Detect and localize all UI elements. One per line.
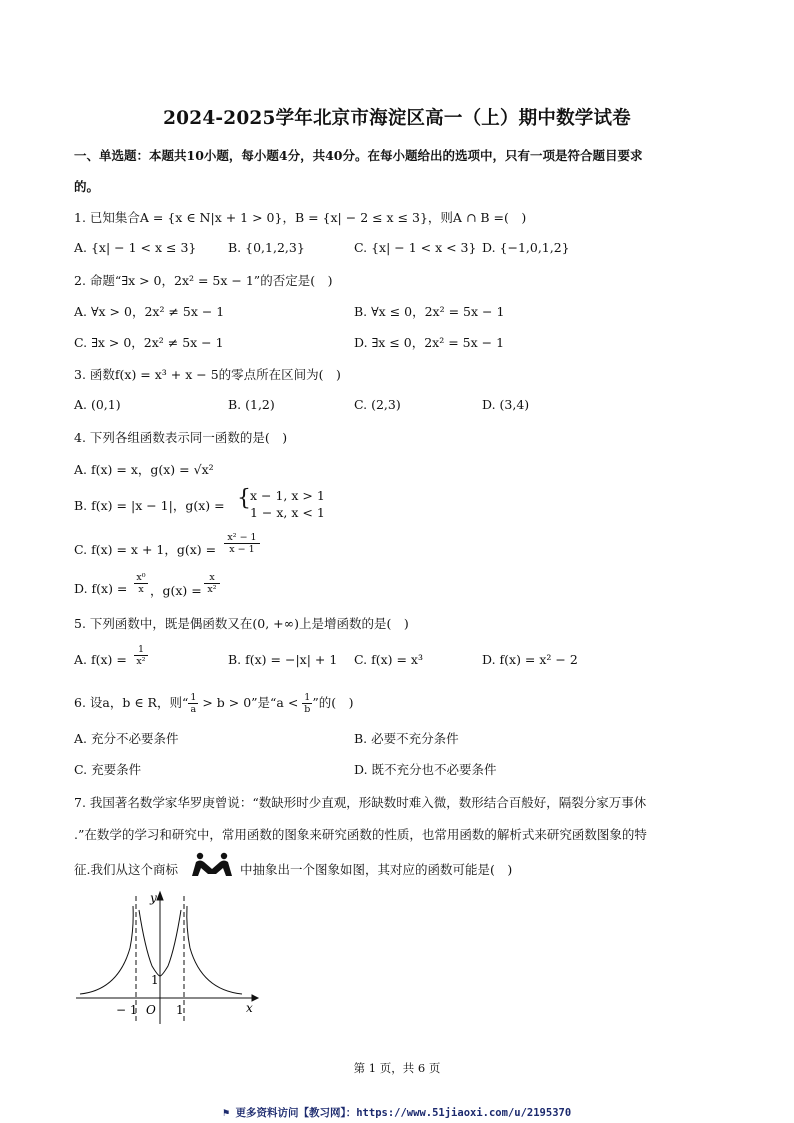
question-7-line2: .”在数学的学习和研究中，常用函数的图象来研究函数的性质，也常用函数的解析式来研究函数图象的特 bbox=[74, 827, 647, 842]
q6-frac2-den: b bbox=[304, 704, 311, 715]
question-1-stem: 1. 已知集合A = {x ∈ N|x + 1 > 0}，B = {x| − 2 ≤ x ≤ 3}，则A ∩ B =( ) bbox=[74, 210, 527, 225]
x-axis-label: x bbox=[246, 1001, 253, 1015]
q4-option-a: A. f(x) = x，g(x) = √x² bbox=[74, 462, 214, 477]
q4d-g-fraction bbox=[204, 572, 220, 595]
q3-option-a: A. (0,1) bbox=[74, 397, 121, 412]
q6-stem-mid: > b > 0”是“a < bbox=[198, 695, 303, 710]
q6-stem-pre: 6. 设a，b ∈ R，则“ bbox=[74, 695, 189, 710]
y-axis-arrow bbox=[157, 892, 163, 900]
q6-option-a: A. 充分不必要条件 bbox=[74, 731, 179, 746]
question-7-line1: 7. 我国著名数学家华罗庚曾说：“数缺形时少直观，形缺数时难入微，数形结合百般好，隔裂分家万事休 bbox=[74, 795, 647, 810]
q6-frac2-num: 1 bbox=[304, 692, 311, 703]
q4d-g-denominator: x² bbox=[207, 584, 217, 595]
q1-option-d: D. {−1,0,1,2} bbox=[482, 240, 570, 255]
tick-pos1: 1 bbox=[176, 1003, 184, 1017]
page-title: 2024-2025学年北京市海淀区高一（上）期中数学试卷 bbox=[163, 108, 631, 129]
kappa-logo-icon bbox=[190, 852, 234, 876]
q5a-numerator: 1 bbox=[134, 644, 148, 656]
q4-piecewise-top: x − 1, x > 1 bbox=[250, 488, 325, 503]
q4c-fraction bbox=[224, 532, 260, 555]
q4-option-d: D. f(x) = bbox=[74, 581, 128, 596]
q1-option-a: A. {x| − 1 < x ≤ 3} bbox=[74, 240, 197, 255]
y-axis-label: y bbox=[150, 891, 157, 905]
section-instructions-line1: 一、单选题：本题共10小题，每小题4分，共40分。在每小题给出的选项中，只有一项是符合题目要求 bbox=[74, 148, 643, 163]
tick-neg1: − 1 bbox=[116, 1003, 138, 1017]
x-axis-arrow bbox=[252, 995, 258, 1001]
question-2-stem: 2. 命题“∃x > 0，2x² = 5x − 1”的否定是( ) bbox=[74, 273, 333, 288]
q2-option-d: D. ∃x ≤ 0，2x² = 5x − 1 bbox=[354, 335, 505, 350]
q6-fraction-2 bbox=[302, 692, 312, 715]
function-graph bbox=[70, 888, 260, 1028]
q6-frac1-den: a bbox=[190, 704, 197, 715]
q2-option-a: A. ∀x > 0，2x² ≠ 5x − 1 bbox=[74, 304, 225, 319]
q4d-f-denominator: x bbox=[138, 584, 144, 595]
q4d-f-fraction bbox=[134, 572, 148, 595]
section-instructions-line2: 的。 bbox=[74, 179, 100, 194]
curve-left bbox=[80, 906, 133, 994]
q3-option-c: C. (2,3) bbox=[354, 397, 401, 412]
q2-option-c: C. ∃x > 0，2x² ≠ 5x − 1 bbox=[74, 335, 224, 350]
q3-option-b: B. (1,2) bbox=[228, 397, 275, 412]
q6-option-c: C. 充要条件 bbox=[74, 762, 142, 777]
q4c-denominator: x − 1 bbox=[229, 544, 255, 555]
flag-icon: ⚑ bbox=[222, 1107, 236, 1119]
q4d-g-numerator: x bbox=[204, 572, 220, 584]
q5-option-c: C. f(x) = x³ bbox=[354, 652, 423, 667]
q4d-f-numerator: x⁰ bbox=[134, 572, 148, 584]
q6-frac1-num: 1 bbox=[190, 692, 197, 703]
origin-label: O bbox=[146, 1003, 156, 1017]
q4-option-c: C. f(x) = x + 1，g(x) = bbox=[74, 542, 217, 557]
question-5-stem: 5. 下列函数中，既是偶函数又在(0, +∞)上是增函数的是( ) bbox=[74, 616, 409, 631]
y-tick-1: 1 bbox=[151, 973, 159, 987]
q5a-denominator: x² bbox=[136, 656, 146, 667]
q5-option-d: D. f(x) = x² − 2 bbox=[482, 652, 578, 667]
question-6-stem bbox=[74, 692, 353, 715]
q4-piecewise-brace: { bbox=[237, 486, 251, 511]
q1-option-b: B. {0,1,2,3} bbox=[228, 240, 305, 255]
question-3-stem: 3. 函数f(x) = x³ + x − 5的零点所在区间为( ) bbox=[74, 367, 341, 382]
q1-option-c: C. {x| − 1 < x < 3} bbox=[354, 240, 477, 255]
q5-option-a: A. f(x) = bbox=[74, 652, 127, 667]
q4-option-b: B. f(x) = |x − 1|，g(x) = bbox=[74, 498, 225, 513]
q6-stem-post: ”的( ) bbox=[312, 695, 354, 710]
question-7-line3a: 征.我们从这个商标 bbox=[74, 862, 178, 877]
promo-link[interactable] bbox=[0, 1105, 794, 1120]
curve-right bbox=[187, 906, 242, 994]
q2-option-b: B. ∀x ≤ 0，2x² = 5x − 1 bbox=[354, 304, 505, 319]
question-7-line3b: 中抽象出一个图象如图，其对应的函数可能是( ) bbox=[240, 862, 513, 877]
page-footer: 第 1 页，共 6 页 bbox=[353, 1061, 441, 1075]
q3-option-d: D. (3,4) bbox=[482, 397, 530, 412]
q5a-fraction bbox=[134, 644, 148, 667]
q6-option-d: D. 既不充分也不必要条件 bbox=[354, 762, 497, 777]
q4d-mid: ，g(x) = bbox=[150, 583, 202, 598]
q6-option-b: B. 必要不充分条件 bbox=[354, 731, 459, 746]
q5-option-b: B. f(x) = −|x| + 1 bbox=[228, 652, 338, 667]
q4c-numerator: x² − 1 bbox=[224, 532, 260, 544]
q6-fraction-1 bbox=[188, 692, 198, 715]
question-4-stem: 4. 下列各组函数表示同一函数的是( ) bbox=[74, 430, 288, 445]
q4-piecewise-bottom: 1 − x, x < 1 bbox=[250, 505, 325, 520]
promo-link-text: 更多资料访问【教习网】：https://www.51jiaoxi.com/u/2195370 bbox=[235, 1107, 572, 1119]
